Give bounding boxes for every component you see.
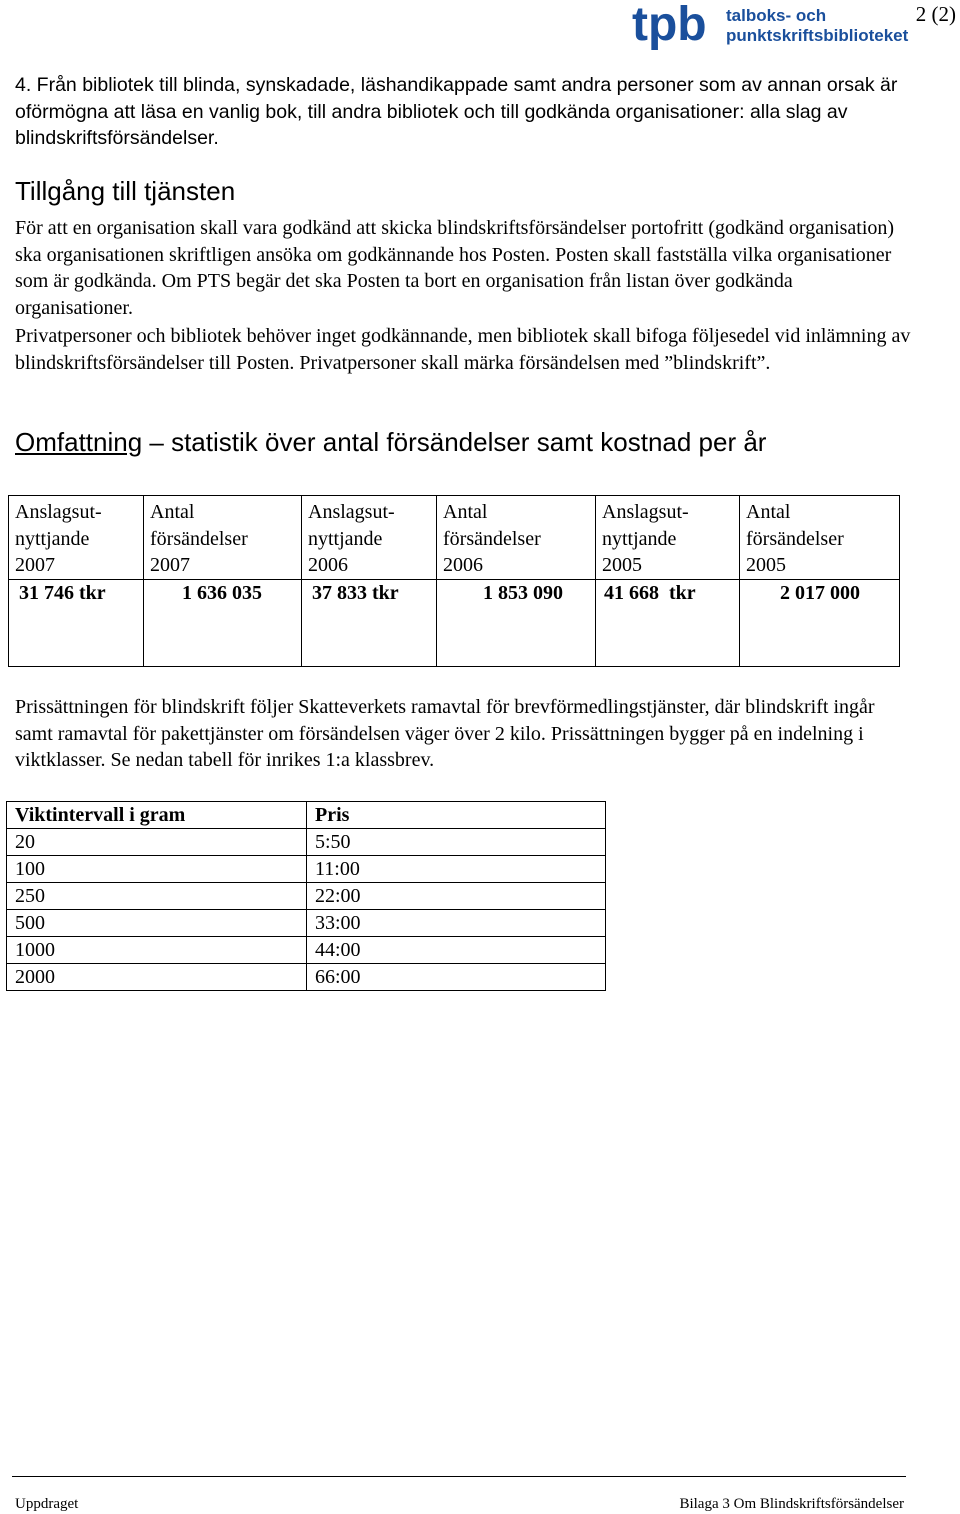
stats-value-cell: 41 668 tkr	[596, 580, 740, 667]
paragraph-prissattning: Prissättningen för blindskrift följer Skatteverkets ramavtal för brevförmedlingstjänster, där blindskrift ingår samt ramavtal för pakettjänster om försändelsen väger över 2 kilo. Prissättningen bygger på en indelning i viktklasser. Se nedan tabell för inrikes 1:a klassbrev.	[15, 696, 875, 771]
stats-header-row	[9, 496, 900, 580]
weight-price-table	[6, 801, 606, 991]
price-cell: 22:00	[307, 883, 606, 910]
stats-value-cell: 1 636 035	[144, 580, 302, 667]
heading-tillgang: Tillgång till tjänsten	[15, 176, 236, 206]
stats-values-row	[9, 580, 900, 667]
table-row	[7, 829, 606, 856]
stats-header-cell: Antal försändelser 2006	[437, 496, 596, 580]
stats-header-cell: Anslagsut- nyttjande 2005	[596, 496, 740, 580]
heading-omfattning-underlined: Omfattning	[15, 427, 143, 457]
table-row	[7, 937, 606, 964]
weight-table-header	[7, 802, 606, 829]
price-cell: 11:00	[307, 856, 606, 883]
weight-cell: 2000	[7, 964, 307, 991]
paragraph-tillgang-1: För att en organisation skall vara godkänd att skicka blindskriftsförsändelser portofritt (godkänd organisation) ska organisationen skriftligen ansöka om godkännande hos Posten. Posten skall fastställa vilka organisationer som är godkända. Om PTS begär det ska Posten ta bort en organisation från listan över godkända organisationer.	[15, 217, 895, 319]
stats-header-cell: Anslagsut- nyttjande 2006	[302, 496, 437, 580]
stats-value-cell: 1 853 090	[437, 580, 596, 667]
weight-header-cell: Viktintervall i gram	[7, 802, 307, 829]
stats-header-cell: Antal försändelser 2007	[144, 496, 302, 580]
intro-item-4: 4. Från bibliotek till blinda, synskadade, läshandikappade samt andra personer som av annan orsak är oförmögna att läsa en vanlig bok, till andra bibliotek och till godkända organisationer: alla slag av blindskriftsförsändelser.	[15, 74, 898, 149]
stats-value-cell: 2 017 000	[740, 580, 900, 667]
weight-cell: 250	[7, 883, 307, 910]
logo-line-2: punktskriftsbiblioteket	[726, 26, 909, 45]
stats-table	[8, 495, 900, 667]
footer-right: Bilaga 3 Om Blindskriftsförsändelser	[679, 1496, 904, 1512]
price-cell: 5:50	[307, 829, 606, 856]
table-row	[7, 883, 606, 910]
stats-value-cell: 31 746 tkr	[9, 580, 144, 667]
paragraph-tillgang-2: Privatpersoner och bibliotek behöver inget godkännande, men bibliotek skall bifoga följesedel vid inlämning av blindskriftsförsändelser till Posten. Privatpersoner skall märka försändelsen med ”blindskrift”.	[15, 325, 911, 374]
stats-value-cell: 37 833 tkr	[302, 580, 437, 667]
footer-left: Uppdraget	[15, 1496, 79, 1512]
stats-header-cell: Anslagsut- nyttjande 2007	[9, 496, 144, 580]
logo-line-1: talboks- och	[726, 6, 827, 25]
price-header-cell: Pris	[307, 802, 606, 829]
logo-mark: tpb	[632, 0, 707, 51]
table-row	[7, 856, 606, 883]
stats-header-cell: Antal försändelser 2005	[740, 496, 900, 580]
price-cell: 33:00	[307, 910, 606, 937]
heading-omfattning-rest: – statistik över antal försändelser samt kostnad per år	[142, 427, 767, 457]
heading-omfattning	[15, 427, 766, 458]
price-cell: 44:00	[307, 937, 606, 964]
table-row	[7, 964, 606, 991]
price-cell: 66:00	[307, 964, 606, 991]
weight-cell: 500	[7, 910, 307, 937]
logo-text	[726, 6, 908, 46]
weight-cell: 20	[7, 829, 307, 856]
table-row	[7, 910, 606, 937]
page-number: 2 (2)	[915, 2, 956, 26]
footer-divider	[12, 1476, 906, 1477]
weight-cell: 100	[7, 856, 307, 883]
weight-cell: 1000	[7, 937, 307, 964]
